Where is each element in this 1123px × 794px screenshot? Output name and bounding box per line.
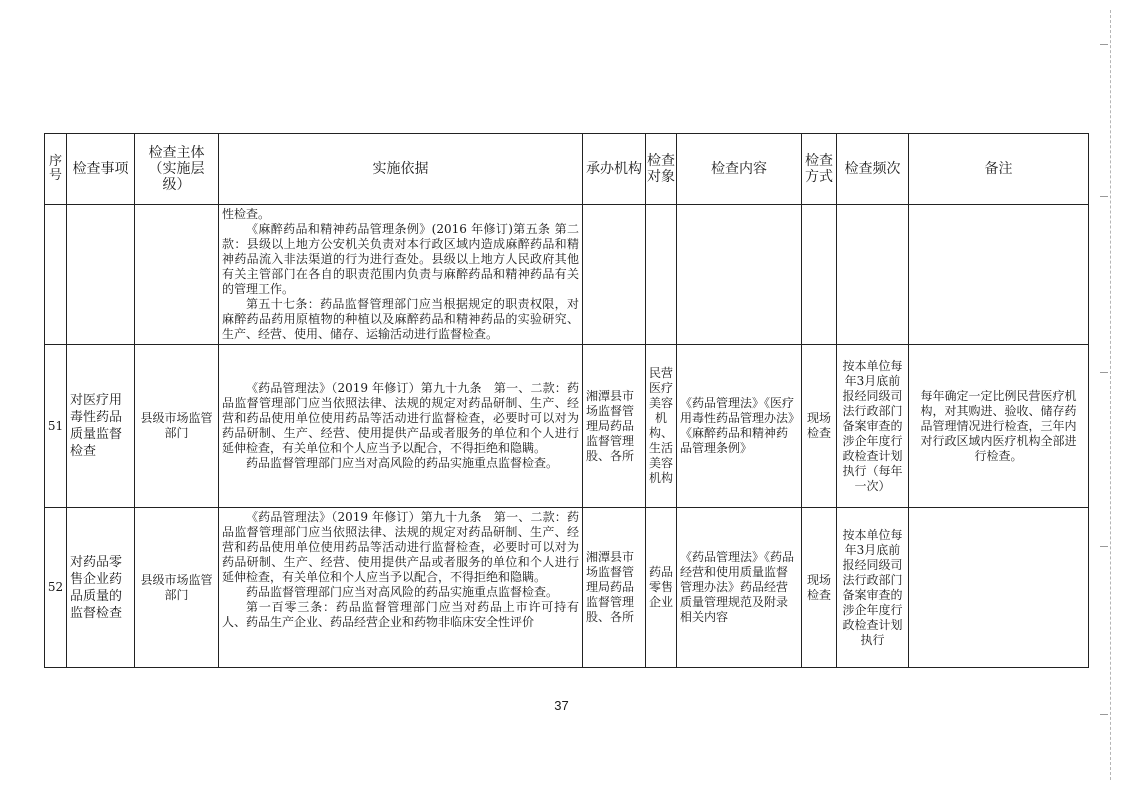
cell-method: 现场检查 <box>802 508 837 668</box>
cell-content <box>677 205 802 345</box>
basis-paragraph: 药品监督管理部门应当对高风险的药品实施重点监督检查。 <box>246 456 559 470</box>
cell-item: 对药品零售企业药品质量的监督检查 <box>67 508 135 668</box>
scan-mark <box>1100 714 1108 715</box>
scan-mark <box>1100 372 1108 373</box>
header-seq: 序号 <box>45 134 67 205</box>
cell-freq: 按本单位每年3月底前报经同级司法行政部门备案审查的涉企年度行政检查计划执行（每年一次） <box>837 345 909 508</box>
header-org: 承办机构 <box>583 134 646 205</box>
cell-subject <box>135 205 219 345</box>
cell-subject: 县级市场监管部门 <box>135 345 219 508</box>
cell-seq: 51 <box>45 345 67 508</box>
scan-mark <box>1100 196 1108 197</box>
cell-target <box>646 205 677 345</box>
header-subject: 检查主体（实施层级） <box>135 134 219 205</box>
cell-content: 《药品管理法》《药品经营和使用质量监督管理办法》药品经营质量管理规范及附录相关内容 <box>677 508 802 668</box>
scan-mark <box>1100 546 1108 547</box>
inspection-table <box>44 133 1089 668</box>
cell-freq: 按本单位每年3月底前报经同级司法行政部门备案审查的涉企年度行政检查计划执行 <box>837 508 909 668</box>
cell-item: 对医疗用毒性药品质量监督检查 <box>67 345 135 508</box>
header-item: 检查事项 <box>67 134 135 205</box>
page-number: 37 <box>554 698 569 713</box>
cell-basis <box>219 205 583 345</box>
basis-paragraph: 《药品管理法》（2019 年修订）第九十九条 第一、二款：药品监督管理部门应当依照法律、法规的规定对药品研制、生产、经营和药品使用单位使用药品等活动进行监督检查，必要时可以对为药品研制、生产、经营、使用提供产品或者服务的单位和个人进行延伸检查，有关单位和个人应当予以配合，不得拒绝和隐瞒。 <box>222 510 579 584</box>
header-freq: 检查频次 <box>837 134 909 205</box>
cell-org: 湘潭县市场监督管理局药品监督管理股、各所 <box>583 508 646 668</box>
header-target: 检查对象 <box>646 134 677 205</box>
basis-paragraph: 《药品管理法》（2019 年修订）第九十九条 第一、二款：药品监督管理部门应当依照法律、法规的规定对药品研制、生产、经营和药品使用单位使用药品等活动进行监督检查，必要时可以对为药品研制、生产、经营、使用提供产品或者服务的单位和个人进行延伸检查，有关单位和个人应当予以配合，不得拒绝和隐瞒。 <box>222 381 579 455</box>
cell-note <box>909 508 1089 668</box>
cell-org: 湘潭县市场监督管理局药品监督管理股、各所 <box>583 345 646 508</box>
cell-basis <box>219 345 583 508</box>
cell-content: 《药品管理法》《医疗用毒性药品管理办法》《麻醉药品和精神药品管理条例》 <box>677 345 802 508</box>
table-row <box>45 205 1089 345</box>
cell-target: 民营医疗美容机构、生活美容机构 <box>646 345 677 508</box>
basis-paragraph: 《麻醉药品和精神药品管理条例》(2016 年修订)第五条 第二款：县级以上地方公安机关负责对本行政区域内造成麻醉药品和精神药品流入非法渠道的行为进行查处。县级以上地方人民政府其他有关主管部门在各自的职责范围内负责与麻醉药品和精神药品有关的管理工作。 <box>222 222 579 296</box>
cell-method <box>802 205 837 345</box>
cell-freq <box>837 205 909 345</box>
basis-paragraph: 第五十七条：药品监督管理部门应当根据规定的职责权限，对麻醉药品药用原植物的种植以及麻醉药品和精神药品的实验研究、生产、经营、使用、储存、运输活动进行监督检查。 <box>222 297 579 341</box>
table-row <box>45 345 1089 508</box>
cell-seq <box>45 205 67 345</box>
table-row <box>45 508 1089 668</box>
cell-item <box>67 205 135 345</box>
cell-target: 药品零售企业 <box>646 508 677 668</box>
cell-subject: 县级市场监管部门 <box>135 508 219 668</box>
cell-method: 现场检查 <box>802 345 837 508</box>
basis-paragraph: 药品监督管理部门应当对高风险的药品实施重点监督检查。 <box>246 585 559 599</box>
basis-paragraph: 性检查。 <box>222 207 271 221</box>
header-method: 检查方式 <box>802 134 837 205</box>
basis-paragraph: 第一百零三条：药品监督管理部门应当对药品上市许可持有人、药品生产企业、药品经营企业和药物非临床安全性评价 <box>222 600 579 629</box>
cell-org <box>583 205 646 345</box>
header-basis: 实施依据 <box>219 134 583 205</box>
cell-note: 每年确定一定比例民营医疗机构，对其购进、验收、储存药品管理情况进行检查，三年内对行政区域内医疗机构全部进行检查。 <box>909 345 1089 508</box>
cell-basis <box>219 508 583 668</box>
scan-mark <box>1100 44 1108 45</box>
header-content: 检查内容 <box>677 134 802 205</box>
cell-note <box>909 205 1089 345</box>
header-note: 备注 <box>909 134 1089 205</box>
cell-seq: 52 <box>45 508 67 668</box>
scan-edge-line <box>1110 10 1112 780</box>
table-header-row <box>45 134 1089 205</box>
